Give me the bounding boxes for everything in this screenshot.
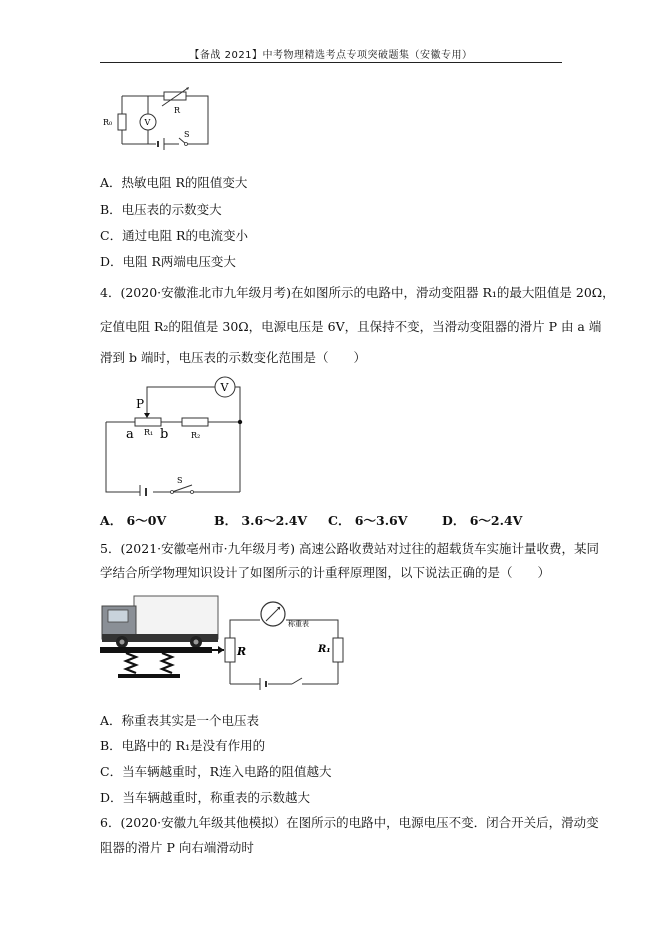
q4-option-b: B． 3.6～2.4V	[214, 513, 308, 528]
q4-stem-line-3: 滑到 b 端时，电压表的示数变化范围是（ ）	[100, 350, 366, 365]
q4-end-a-label: a	[126, 427, 134, 442]
q4-r1-label: R₁	[144, 428, 154, 437]
q5-stem-line-2: 学结合所学物理知识设计了如图所示的计重秤原理图，以下说法正确的是（ ）	[100, 565, 551, 580]
q6-stem-line-1: 6．(2020·安徽九年级其他模拟）在图所示的电路中，电源电压不变．闭合开关后，滑动变	[100, 815, 599, 830]
q5-stem-line-1: 5．(2021·安徽亳州市·九年级月考) 高速公路收费站对过往的超载货车实施计量收费，某同	[100, 541, 599, 556]
q3-rheostat-label: R	[174, 106, 181, 115]
q4-stem-line-2: 定值电阻 R₂的阻值是 30Ω，电源电压是 6V，且保持不变，当滑动变阻器的滑片 P 由 a 端	[100, 319, 602, 334]
q5-option-b: B．电路中的 R₁是没有作用的	[100, 738, 266, 753]
q4-switch-label: S	[177, 476, 183, 485]
q4-slider-p-label: P	[136, 397, 145, 411]
q5-r1-label: R₁	[318, 644, 331, 655]
truck-illustration	[102, 596, 218, 648]
q4-option-c: C． 6～3.6V	[328, 513, 408, 528]
q3-circuit-figure	[100, 86, 220, 158]
q3-option-b: B．电压表的示数变大	[100, 202, 222, 217]
q4-end-b-label: b	[160, 427, 169, 442]
q4-r2-label: R₂	[191, 431, 201, 440]
q4-stem-line-1: 4．(2020·安徽淮北市九年级月考)在如图所示的电路中，滑动变阻器 R₁的最大阻值是 20Ω，	[100, 285, 615, 300]
q4-options-row	[100, 511, 570, 529]
q3-switch-label: S	[184, 130, 190, 139]
page-header: 【备战 2021】中考物理精选考点专项突破题集（安徽专用）	[189, 50, 473, 61]
q3-r0-label: R₀	[103, 118, 113, 127]
q4-circuit-figure	[100, 372, 246, 496]
q5-meter-label: 称重表	[288, 620, 309, 628]
q3-option-a: A．热敏电阻 R的阻值变大	[100, 175, 248, 190]
q5-option-a: A．称重表其实是一个电压表	[100, 713, 260, 728]
header-divider	[100, 62, 562, 63]
q5-option-d: D．当车辆越重时，称重表的示数越大	[100, 790, 311, 805]
q4-option-d: D． 6～2.4V	[442, 513, 523, 528]
q3-option-d: D．电阻 R两端电压变大	[100, 254, 236, 269]
q3-option-c: C．通过电阻 R的电流变小	[100, 228, 248, 243]
q3-voltmeter-label: V	[144, 118, 151, 127]
q5-r-label: R	[237, 645, 247, 658]
q4-option-a: A． 6～0V	[100, 513, 167, 528]
q4-voltmeter-label: V	[220, 381, 229, 394]
q5-option-c: C．当车辆越重时，R连入电路的阻值越大	[100, 764, 332, 779]
q5-weighing-scale-figure	[100, 594, 352, 694]
q6-stem-line-2: 阻器的滑片 P 向右端滑动时	[100, 840, 254, 855]
